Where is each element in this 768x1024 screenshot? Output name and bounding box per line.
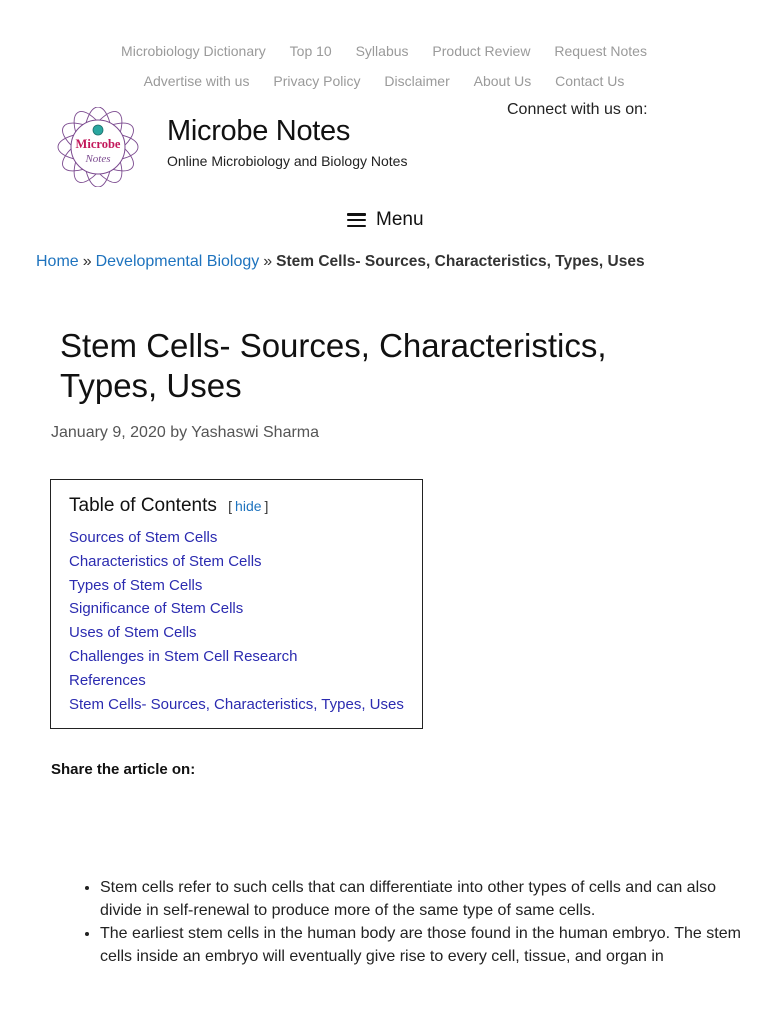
breadcrumb-home[interactable]: Home — [36, 253, 79, 270]
toc-heading: Table of Contents — [69, 495, 217, 516]
article-title: Stem Cells- Sources, Characteristics, Types, Uses — [60, 327, 607, 404]
toc-item — [69, 526, 404, 550]
toc-link-types[interactable]: Types of Stem Cells — [69, 576, 203, 594]
hamburger-icon — [347, 213, 366, 227]
toc-item — [69, 693, 404, 717]
microbe-icon — [93, 125, 103, 135]
toc-item — [69, 550, 404, 574]
toc-item — [69, 621, 404, 645]
nav-link-product-review[interactable]: Product Review — [432, 43, 531, 59]
article-author[interactable]: Yashaswi Sharma — [191, 424, 320, 441]
share-article-label: Share the article on: — [51, 761, 196, 778]
toc-link-challenges[interactable]: Challenges in Stem Cell Research — [69, 647, 298, 665]
list-item: • The earliest stem cells in the human body are those found in the human embryo. The stem cells inside an embryo will eventually give rise to every cell, tissue, and organ in — [100, 922, 750, 968]
toc-hide-link[interactable]: hide — [235, 498, 262, 514]
site-logo[interactable] — [56, 107, 140, 187]
site-title[interactable]: Microbe Notes — [167, 115, 351, 147]
breadcrumb-current: Stem Cells- Sources, Characteristics, Types, Uses — [276, 253, 645, 270]
article-meta — [51, 424, 319, 442]
list-item: • Stem cells refer to such cells that can differentiate into other types of cells and can also divide in self-renewal to produce more of the same type of same cells. — [100, 876, 750, 922]
top-nav-row-2 — [0, 73, 768, 89]
breadcrumb-separator: » — [82, 253, 92, 270]
nav-link-request-notes[interactable]: Request Notes — [554, 43, 647, 59]
toc-list — [69, 526, 404, 716]
toc-link-references[interactable]: References — [69, 671, 146, 689]
toc-link-uses[interactable]: Uses of Stem Cells — [69, 624, 197, 642]
logo-text-microbe: Microbe — [75, 137, 121, 151]
toc-link-sources[interactable]: Sources of Stem Cells — [69, 529, 218, 546]
breadcrumb-separator: » — [263, 253, 273, 270]
top-nav-row-1 — [0, 43, 768, 59]
toc-item — [69, 669, 404, 693]
toc-link-significance[interactable]: Significance of Stem Cells — [69, 600, 244, 618]
breadcrumb — [36, 253, 645, 271]
logo-text-notes: Notes — [85, 153, 111, 165]
toc-item — [69, 597, 404, 621]
nav-link-privacy-policy[interactable]: Privacy Policy — [273, 73, 361, 89]
toc-item — [69, 645, 404, 669]
table-of-contents — [50, 479, 423, 729]
nav-link-microbiology-dictionary[interactable]: Microbiology Dictionary — [121, 43, 266, 59]
toc-header — [69, 495, 268, 517]
breadcrumb-category[interactable]: Developmental Biology — [95, 253, 260, 270]
nav-link-about-us[interactable]: About Us — [473, 73, 532, 89]
connect-with-us-label: Connect with us on: — [507, 101, 648, 118]
menu-toggle-button[interactable] — [347, 209, 424, 231]
article-content-list — [80, 876, 750, 968]
nav-link-syllabus[interactable]: Syllabus — [355, 43, 409, 59]
nav-link-advertise[interactable]: Advertise with us — [143, 73, 250, 89]
toc-hide-toggle: [ hide ] — [228, 498, 269, 514]
menu-label: Menu — [376, 209, 424, 230]
nav-link-disclaimer[interactable]: Disclaimer — [384, 73, 450, 89]
article-by: by — [170, 424, 188, 441]
toc-link-characteristics[interactable]: Characteristics of Stem Cells — [69, 552, 262, 570]
toc-item — [69, 574, 404, 598]
article-date: January 9, 2020 — [51, 424, 166, 441]
nav-link-contact-us[interactable]: Contact Us — [555, 73, 625, 89]
nav-link-top-10[interactable]: Top 10 — [289, 43, 332, 59]
site-description: Online Microbiology and Biology Notes — [167, 153, 408, 169]
toc-link-summary[interactable]: Stem Cells- Sources, Characteristics, Types, Uses — [69, 695, 404, 713]
